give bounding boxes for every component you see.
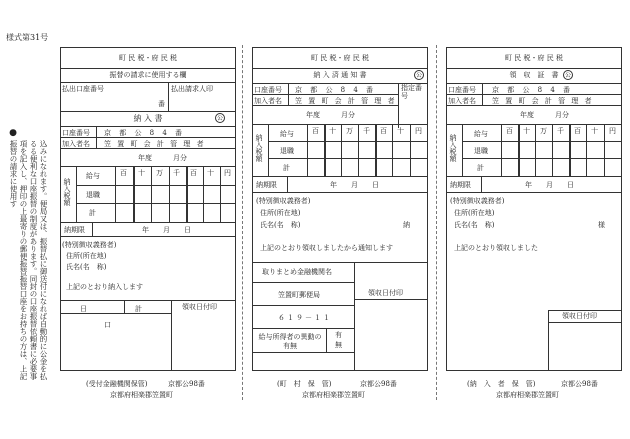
s1-code: 京都公98番	[168, 380, 205, 388]
s1-special: (特別徴収義務者)	[62, 241, 117, 249]
s3-unit-5: 十	[591, 127, 598, 135]
s1-unit-6: 円	[224, 169, 231, 177]
s3-code: 京都公98番	[561, 380, 598, 388]
s3-address: 住所(所在地)	[454, 209, 495, 217]
s1-account-label: 口座番号	[62, 129, 90, 137]
s2-unit-4: 百	[380, 127, 387, 135]
s2-code: 京都公98番	[360, 380, 397, 388]
s1-unit-2: 万	[156, 169, 163, 177]
s3-unit-1: 十	[523, 127, 530, 135]
s1-holder: (受付金融機関保管)	[86, 380, 148, 388]
s1-taishoku: 退職	[86, 191, 100, 199]
s2-holder: (町 村 保 管)	[277, 380, 332, 388]
s3-statement: 上記のとおり領収しました	[454, 244, 538, 252]
s1-statement: 上記のとおり納入します	[66, 283, 143, 291]
s3-special: (特別徴収義務者)	[450, 197, 505, 205]
s1-ban: 番	[158, 100, 165, 108]
s1-payer-seal-label: 払出請求人印	[171, 85, 213, 93]
s3-unit-3: 千	[557, 127, 564, 135]
s3-kei: 計	[477, 164, 484, 172]
s3-unit-4: 百	[574, 127, 581, 135]
s1-kyuyo: 給与	[86, 172, 100, 180]
s3-seal-icon: 公	[564, 72, 571, 79]
s1-tax-title: 町 民 税・府 民 税	[119, 54, 177, 62]
s2-seal-icon: 公	[415, 72, 422, 79]
cut-line	[242, 45, 243, 400]
s3-name: 氏名(名 称)	[454, 221, 495, 229]
s1-due-date: 年 月 日	[142, 226, 191, 234]
s1-kei2: 計	[135, 305, 142, 313]
s1-receipt-stamp: 領収日付印	[182, 303, 217, 311]
s1-member-value: 笠 置 町 会 計 管 理 者	[104, 140, 206, 148]
s1-transfer-request: 振替の請求に使用する欄	[109, 71, 187, 79]
s2-town: 京都府相楽郡笠置町	[302, 391, 365, 399]
s3-unit-6: 円	[609, 127, 616, 135]
s2-statement: 上記のとおり領収しましたから通知します	[260, 244, 393, 252]
s2-postal: ６１９－１１	[278, 314, 332, 322]
s1-unit-3: 千	[173, 169, 180, 177]
s1-seal-icon: 公	[216, 115, 223, 122]
s3-tax-title: 町 民 税・府 民 税	[505, 54, 563, 62]
s2-special: (特別徴収義務者)	[256, 197, 311, 205]
s3-name-suffix: 様	[598, 221, 605, 229]
s2-umu-ari: 有	[335, 331, 342, 339]
s3-holder: (納 入 者 保 管)	[467, 380, 536, 388]
s2-tax-title: 町 民 税・府 民 税	[311, 54, 369, 62]
s3-taishoku: 退職	[474, 147, 488, 155]
s3-form-title: 領 収 証 書	[509, 71, 559, 79]
s2-taishoku: 退職	[280, 147, 294, 155]
s2-unit-0: 百	[312, 127, 319, 135]
s3-unit-2: 万	[540, 127, 547, 135]
s3-member-value: 笠 置 町 会 計 管 理 者	[492, 97, 594, 105]
s2-name-suffix: 納	[403, 221, 410, 229]
s1-account-value: 京 都 公 8 4 番	[104, 129, 186, 137]
s3-account-value: 京 都 公 8 4 番	[492, 86, 574, 94]
s3-kyuyo: 給与	[474, 130, 488, 138]
s2-member-label: 加入者名	[254, 97, 282, 105]
s2-salary-change: 給与所得者の異動の有無	[258, 333, 322, 350]
s3-due-date: 年 月 日	[525, 181, 574, 189]
s2-unit-6: 円	[415, 127, 422, 135]
s1-guchi: 口	[104, 321, 111, 329]
s2-account-value: 京 都 公 8 4 番	[295, 86, 377, 94]
s2-designated: 指定番号	[401, 84, 422, 100]
s1-form-title: 納 入 書	[133, 114, 163, 123]
s3-town: 京都府相楽郡笠置町	[496, 391, 559, 399]
cut-line-2	[436, 45, 437, 400]
s2-post: 笠置町郵便局	[278, 291, 320, 299]
s2-kei: 計	[283, 164, 290, 172]
s2-unit-5: 十	[397, 127, 404, 135]
s2-unit-2: 万	[346, 127, 353, 135]
s3-year-month: 年度 月分	[520, 111, 569, 119]
s1-unit-0: 百	[120, 169, 127, 177]
s1-nichi: 日	[80, 305, 87, 313]
notice-bullet: ●	[8, 128, 18, 138]
s3-account-label: 口座番号	[448, 86, 476, 94]
s2-member-value: 笠 置 町 会 計 管 理 者	[295, 97, 397, 105]
s3-unit-0: 百	[506, 127, 513, 135]
s1-tax-amount-label: 納入税額	[63, 178, 71, 206]
s1-unit-4: 百	[190, 169, 197, 177]
s1-unit-5: 十	[207, 169, 214, 177]
s1-name: 氏名(名 称)	[66, 263, 107, 271]
s3-due-label: 納期限	[450, 181, 471, 189]
s1-town: 京都府相楽郡笠置町	[110, 391, 173, 399]
notice-text: 込みになれます。便局又は、振替払に御送付になれば自動的に公金を払るる便利な口座振替の制度があります。同封の口座振替依頼書に必要事項を記入し、押印の上最寄りの郵便振替振替口座をお持ちの方は、上記振替の請求に使用す	[9, 140, 48, 380]
s3-member-label: 加入者名	[448, 97, 476, 105]
s2-bank-name: 取りまとめ金融機関名	[262, 268, 332, 276]
s2-unit-3: 千	[363, 127, 370, 135]
s2-tax-amount-label: 納入税額	[255, 134, 263, 162]
s2-umu-nashi: 無	[335, 341, 342, 349]
s2-address: 住所(所在地)	[260, 209, 301, 217]
s3-tax-amount-label: 納入税額	[449, 134, 457, 162]
s2-name: 氏名(名 称)	[260, 221, 301, 229]
s2-receipt-stamp: 領収日付印	[368, 289, 403, 297]
s1-member-label: 加入者名	[62, 140, 90, 148]
s1-payer-account-label: 払出口座番号	[62, 85, 104, 93]
s1-address: 住所(所在地)	[66, 252, 107, 260]
s2-kyuyo: 給与	[280, 130, 294, 138]
form-number: 様式第31号	[6, 33, 49, 42]
s3-receipt-stamp: 領収日付印	[562, 312, 597, 320]
s2-form-title: 納 入 済 通 知 書	[313, 71, 367, 79]
s1-unit-1: 十	[138, 169, 145, 177]
s1-kei: 計	[89, 209, 96, 217]
s2-due-date: 年 月 日	[330, 181, 379, 189]
s2-due-label: 納期限	[256, 181, 277, 189]
s2-unit-1: 十	[329, 127, 336, 135]
s1-year-month: 年度 月分	[138, 154, 187, 162]
s2-year-month: 年度 月分	[306, 111, 355, 119]
s2-account-label: 口座番号	[254, 86, 282, 94]
s1-due-label: 納期限	[64, 226, 85, 234]
